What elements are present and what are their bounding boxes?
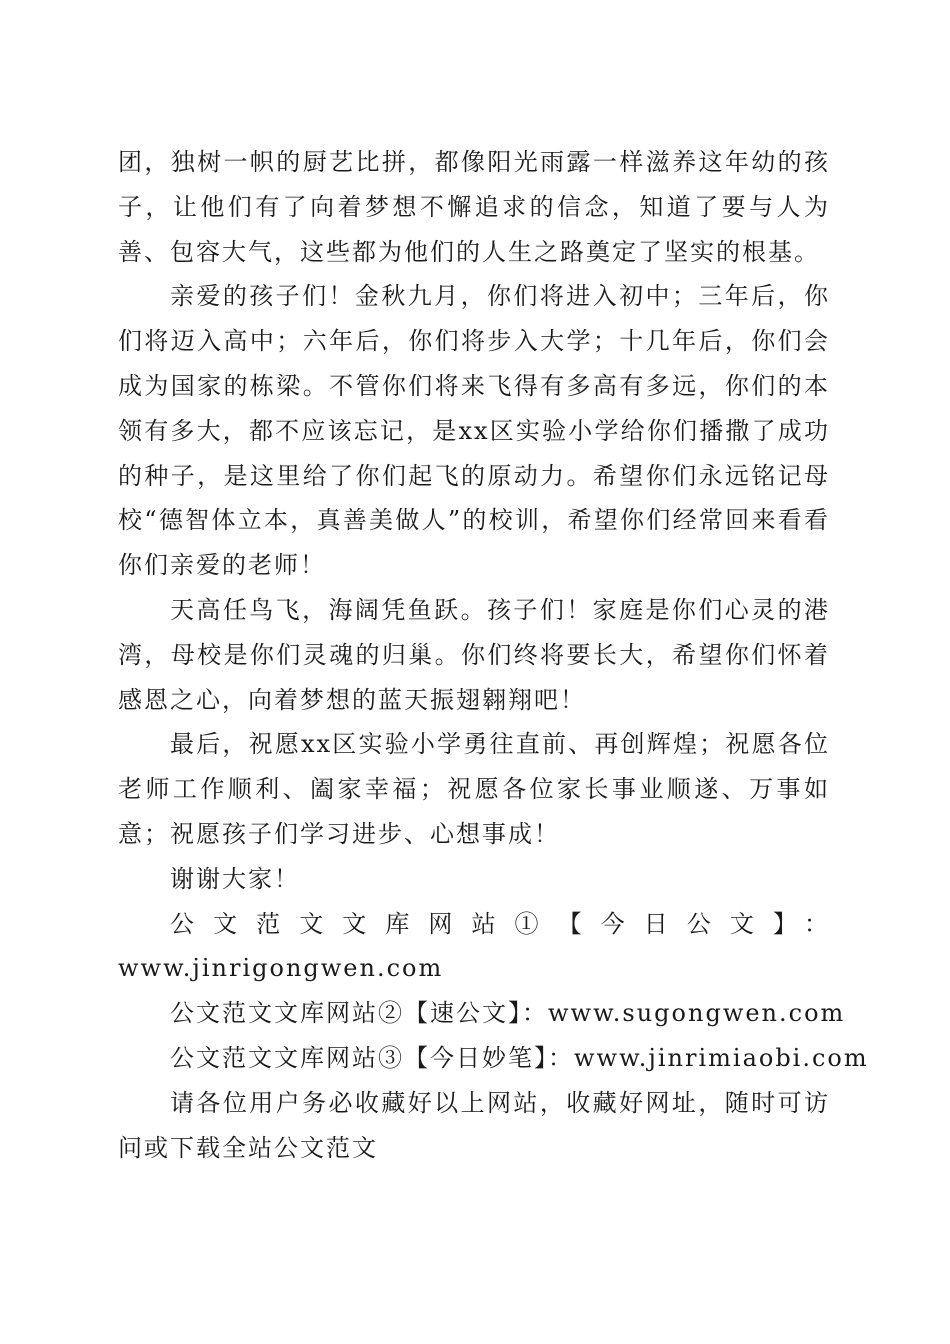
paragraph-sky-high: 天高任鸟飞，海阔凭鱼跃。孩子们！家庭是你们心灵的港湾，母校是你们灵魂的归巢。你们终将要长大，希望你们怀着感恩之心，向着梦想的蓝天振翅翱翔吧！ [118,595,830,714]
document-body [118,140,869,1170]
paragraph-thanks: 谢谢大家！ [170,864,300,893]
paragraph-best-wishes: 最后，祝愿xx区实验小学勇往直前、再创辉煌；祝愿各位老师工作顺利、阖家幸福；祝愿各位家长事业顺遂、万事如意；祝愿孩子们学习进步、心想事成！ [118,730,830,848]
site2-line: 公文范文文库网站②【速公文】：www.sugongwen.com [170,999,846,1028]
site1-label: 公文范文文库网站①【今日公文】： [170,909,830,938]
site3-line: 公文范文文库网站③【今日妙笔】：www.jinrimiaobi.com [170,1043,869,1072]
site1-url: www.jinrigongwen.com [118,954,444,983]
bookmark-notice: 请各位用户务必收藏好以上网站，收藏好网址，随时可访问或下载全站公文范文 [118,1088,830,1162]
paragraph-continuation: 团，独树一帜的厨艺比拼，都像阳光雨露一样滋养这年幼的孩子，让他们有了向着梦想不懈追求的信念，知道了要与人为善、包容大气，这些都为他们的人生之路奠定了坚实的根基。 [118,148,830,266]
paragraph-dear-children: 亲爱的孩子们！金秋九月，你们将进入初中；三年后，你们将迈入高中；六年后，你们将步入大学；十几年后，你们会成为国家的栋梁。不管你们将来飞得有多高有多远，你们的本领有多大，都不应该忘记，是xx区实验小学给你们播撒了成功的种子，是这里给了你们起飞的原动力。希望你们永远铭记母校“德智体立本，真善美做人”的校训，希望你们经常回来看看你们亲爱的老师！ [118,282,830,580]
